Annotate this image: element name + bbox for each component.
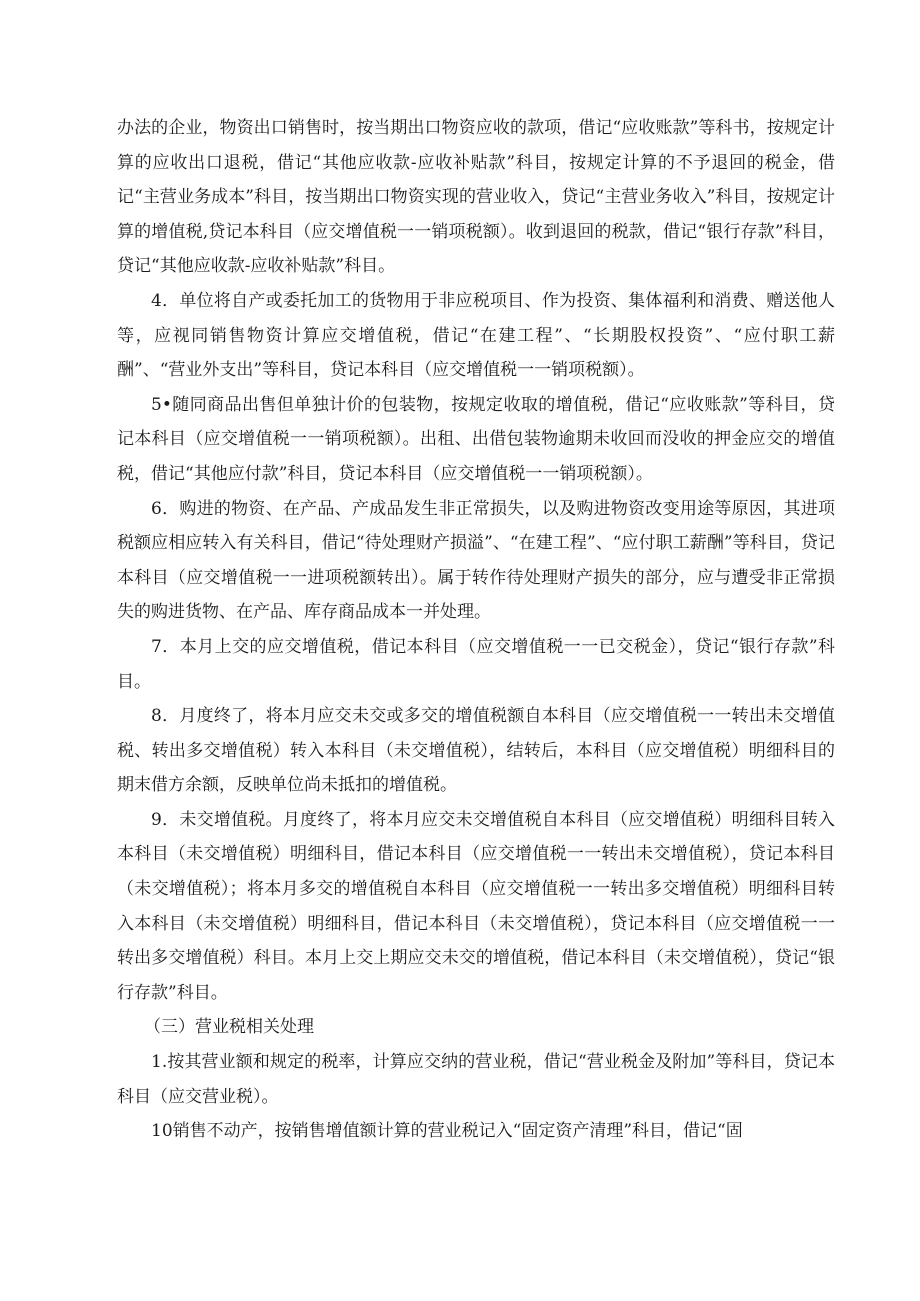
paragraph-item-5: 5•随同商品出售但单独计价的包装物，按规定收取的增值税，借记“应收账款”等科目，贷记本科目（应交增值税一一销项税额）。出租、出借包装物逾期未收回而没收的押金应交的增值税，借记“其他应付款”科目，贷记本科目（应交增值税一一销项税额）。 <box>117 394 835 484</box>
paragraph-export-sales: 办法的企业，物资出口销售时，按当期出口物资应收的款项，借记“应收账款”等科书，按规定计算的应收出口退税，借记“其他应收款-应收补贴款”科目，按规定计算的不予退回的税金，借记“主营业务成本”科目，按当期出口物资实现的营业收入，贷记“主营业务收入”科目，按规定计算的增值税,贷记本科目（应交增值税一一销项税额）。收到退回的税款，借记“银行存款”科目，贷记“其他应收款-应收补贴款”科目。 <box>117 118 835 277</box>
document-body <box>117 111 835 1149</box>
paragraph-business-tax-10: 10销售不动产，按销售增值额计算的营业税记入“固定资产清理”科目，借记“固 <box>151 1121 743 1142</box>
paragraph-business-tax-1: 1.按其营业额和规定的税率，计算应交纳的营业税，借记“营业税金及附加”等科目，贷记本科目（应交营业税）。 <box>117 1052 835 1107</box>
paragraph-item-4: 4．单位将自产或委托加工的货物用于非应税项目、作为投资、集体福利和消费、赠送他人等，应视同销售物资计算应交增值税，借记“在建工程”、“长期股权投资”、“应付职工薪酬”、“营业外支出”等科目，贷记本科目（应交增值税一一销项税额）。 <box>117 290 835 381</box>
section-heading: （三）营业税相关处理 <box>144 1017 314 1038</box>
paragraph-item-9: 9．未交增值税。月度终了，将本月应交未交增值税自本科目（应交增值税）明细科目转入本科目（未交增值税）明细科目，借记本科目（应交增值税一一转出未交增值税），贷记本科目（未交增值税）；将本月多交的增值税自本科目（应交增值税一一转出多交增值税）明细科目转入本科目（未交增值税）明细科目，借记本科目（未交增值税），贷记本科目（应交增值税一一转出多交增值税）科目。本月上交上期应交未交的增值税，借记本科目（未交增值税），贷记“银行存款”科目。 <box>117 809 835 1003</box>
paragraph-item-8: 8．月度终了，将本月应交未交或多交的增值税额自本科目（应交增值税一一转出未交增值税、转出多交增值税）转入本科目（未交增值税），结转后，本科目（应交增值税）明细科目的期末借方余额，反映单位尚未抵扣的增值税。 <box>117 706 835 796</box>
paragraph-item-6: 6．购进的物资、在产品、产成品发生非正常损失，以及购进物资改变用途等原因，其进项税额应相应转入有关科目，借记“待处理财产损溢”、“在建工程”、“应付职工薪酬”等科目，贷记本科目（应交增值税一一进项税额转出）。属于转作待处理财产损失的部分，应与遭受非正常损失的购进货物、在产品、库存商品成本一并处理。 <box>117 498 835 623</box>
paragraph-item-7: 7．本月上交的应交增值税，借记本科目（应交增值税一一已交税金），贷记“银行存款”科目。 <box>117 636 835 692</box>
